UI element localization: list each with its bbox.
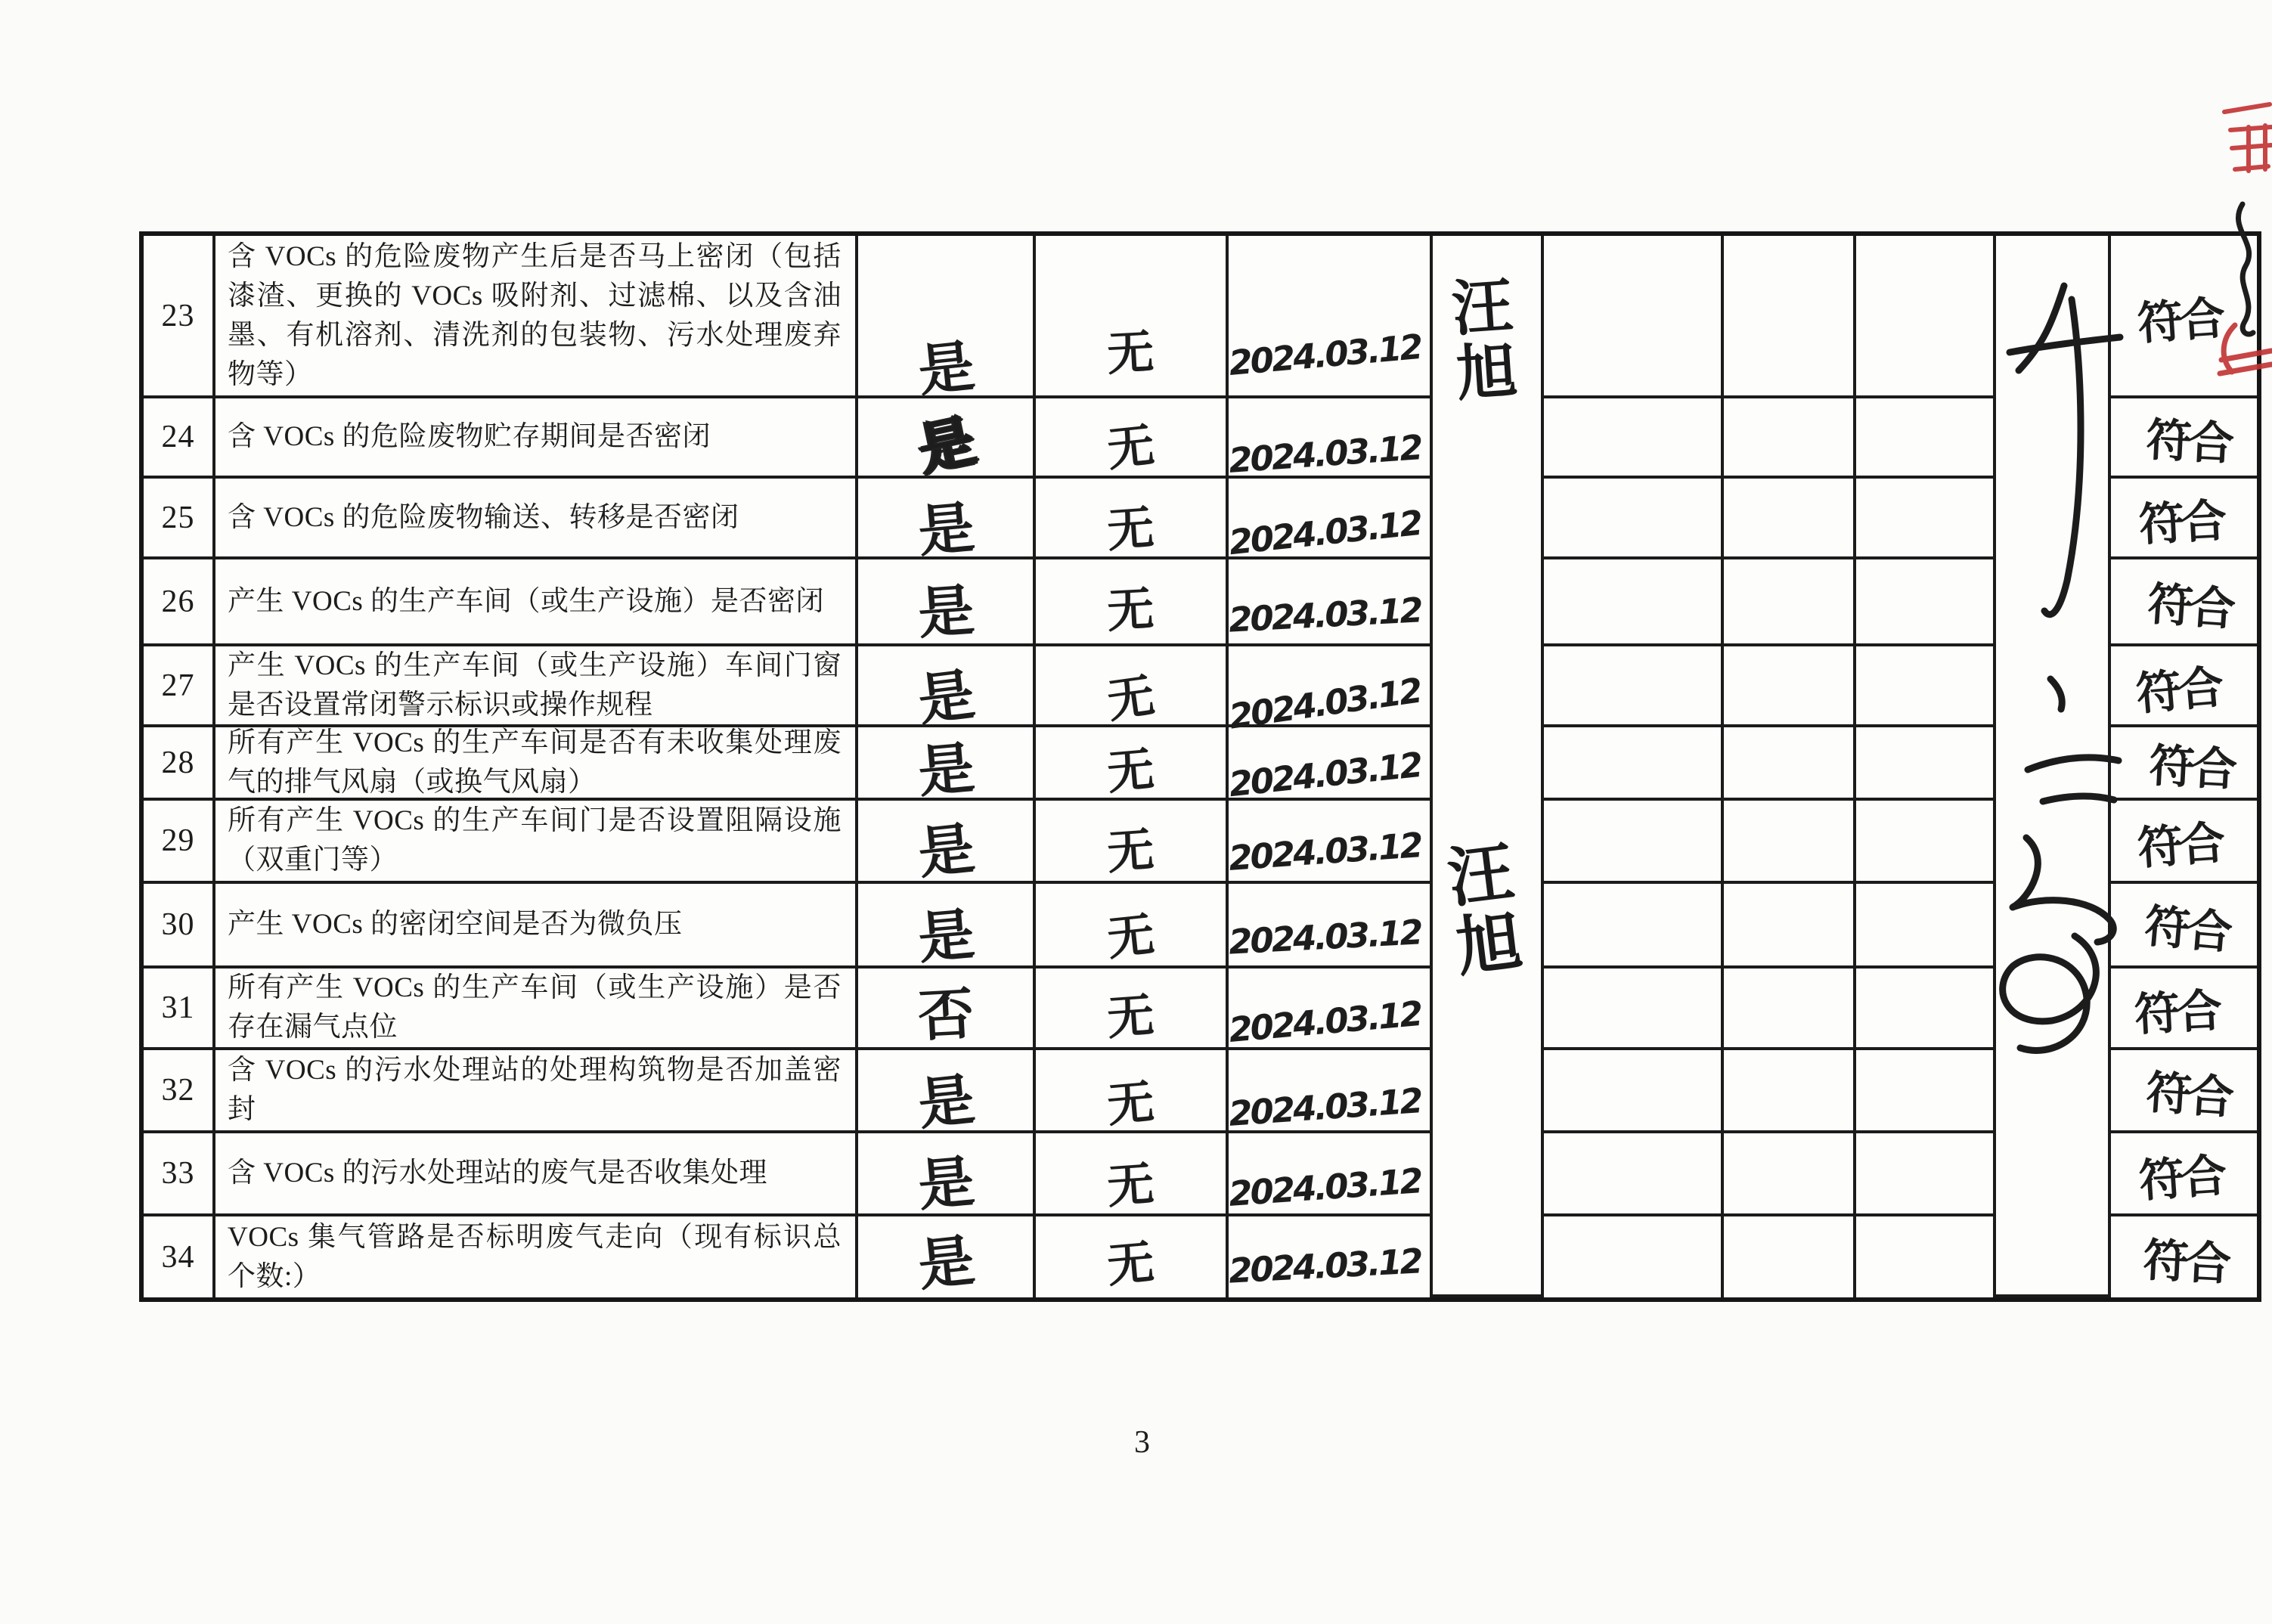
date-cell <box>1229 1050 1433 1133</box>
empty-cell <box>1856 1050 1996 1133</box>
empty-cell <box>1544 1050 1724 1133</box>
no-problem-cell <box>1036 1216 1229 1297</box>
empty-cell <box>1724 479 1856 559</box>
no-problem-cell <box>1036 1133 1229 1216</box>
row-number-cell <box>144 1050 215 1133</box>
answer-cell <box>858 801 1036 887</box>
empty-cell <box>1544 236 1724 398</box>
empty-cell <box>1544 1133 1724 1216</box>
answer-cell-text: 是 <box>914 333 978 404</box>
red-margin-annotation-marks <box>2177 98 2272 416</box>
no-problem-cell-text: 无 <box>1105 906 1158 966</box>
empty-cell <box>1544 479 1724 559</box>
row-number-cell <box>144 801 215 884</box>
date-cell-text: 2024.03.12 <box>1227 911 1422 962</box>
question-cell-text: 所有产生 VOCs 的生产车间是否有未收集处理废气的排气风扇（或换气风扇） <box>228 727 842 798</box>
no-problem-cell-text: 无 <box>1105 1155 1157 1214</box>
empty-cell <box>1724 801 1856 884</box>
no-problem-cell <box>1036 236 1229 398</box>
date-cell <box>1229 884 1433 969</box>
empty-cell <box>1544 559 1724 646</box>
no-problem-cell-text: 无 <box>1105 1073 1157 1133</box>
answer-cell-text: 是 <box>915 735 977 805</box>
no-problem-cell-text: 无 <box>1105 581 1156 639</box>
row-number-cell <box>144 479 215 559</box>
date-cell <box>1229 398 1433 479</box>
empty-cell <box>1724 236 1856 398</box>
question-cell <box>215 236 858 398</box>
no-problem-cell-text: 无 <box>1105 821 1157 880</box>
question-cell <box>215 884 858 969</box>
question-cell-text: 所有产生 VOCs 的生产车间（或生产设施）是否存在漏气点位 <box>228 972 842 1043</box>
row-number-cell-text: 27 <box>161 668 195 703</box>
row-number-cell-text: 26 <box>161 584 195 619</box>
empty-cell <box>1544 727 1724 801</box>
row-number-cell <box>144 236 215 398</box>
date-cell-text: 2024.03.12 <box>1227 1080 1422 1134</box>
compliance-cell-text: 符合 <box>2145 577 2234 637</box>
date-cell-text: 2024.03.12 <box>1226 327 1423 383</box>
empty-cell <box>1544 801 1724 884</box>
question-cell <box>215 398 858 479</box>
row-number-cell <box>144 1216 215 1297</box>
row-number-cell-text: 29 <box>161 823 195 858</box>
answer-cell-text: 是 <box>916 578 976 646</box>
empty-cell <box>1724 884 1856 969</box>
answer-cell <box>858 1050 1036 1138</box>
answer-cell <box>858 646 1036 733</box>
empty-cell <box>1544 646 1724 727</box>
date-cell <box>1229 801 1433 884</box>
reviewer-signature: 汪旭 <box>1433 836 1525 984</box>
compliance-cell <box>2111 727 2257 801</box>
no-problem-cell <box>1036 884 1229 969</box>
row-number-cell-text: 34 <box>161 1239 195 1275</box>
empty-cell <box>1724 559 1856 646</box>
question-cell <box>215 727 858 801</box>
answer-cell-text: 是 <box>912 408 981 484</box>
empty-cell <box>1856 884 1996 969</box>
empty-cell <box>1544 398 1724 479</box>
compliance-cell <box>2111 1050 2257 1133</box>
no-problem-cell <box>1036 801 1229 884</box>
answer-cell <box>858 727 1036 805</box>
date-cell-text: 2024.03.12 <box>1227 824 1422 879</box>
compliance-cell-text: 符合 <box>2143 1066 2233 1125</box>
question-cell-text: 含 VOCs 的污水处理站的处理构筑物是否加盖密封 <box>228 1055 842 1125</box>
no-problem-cell <box>1036 727 1229 801</box>
compliance-cell <box>2111 559 2257 646</box>
date-cell-text: 2024.03.12 <box>1227 426 1422 481</box>
empty-cell <box>1856 236 1996 398</box>
row-number-cell-text: 33 <box>161 1156 195 1191</box>
answer-cell <box>858 398 1036 484</box>
answer-cell <box>858 969 1036 1050</box>
question-cell <box>215 479 858 559</box>
compliance-cell <box>2111 801 2257 884</box>
empty-cell <box>1724 646 1856 727</box>
empty-cell <box>1724 1133 1856 1216</box>
no-problem-cell-text: 无 <box>1105 987 1157 1046</box>
date-cell <box>1226 727 1433 805</box>
answer-cell-text: 是 <box>914 1067 978 1138</box>
vocs-inspection-table <box>139 231 2261 1302</box>
page-number: 3 <box>1134 1425 1150 1460</box>
answer-cell-text: 是 <box>915 901 977 972</box>
empty-cell <box>1544 884 1724 969</box>
row-number-cell-text: 30 <box>161 907 195 942</box>
no-problem-cell <box>1036 479 1229 559</box>
no-problem-cell-text: 无 <box>1105 741 1157 801</box>
row-number-cell-text: 31 <box>161 990 195 1025</box>
no-problem-cell <box>1036 559 1229 646</box>
question-cell <box>215 1133 858 1216</box>
empty-cell <box>1856 479 1996 559</box>
answer-cell <box>858 479 1036 565</box>
no-problem-cell <box>1036 398 1229 479</box>
date-cell-text: 2024.03.12 <box>1227 1160 1422 1214</box>
answer-cell-text: 是 <box>914 662 978 733</box>
no-problem-cell-text: 无 <box>1104 667 1158 729</box>
compliance-cell <box>2111 479 2257 559</box>
no-problem-cell <box>1036 646 1229 727</box>
empty-cell <box>1724 398 1856 479</box>
answer-cell <box>858 884 1036 972</box>
compliance-cell-text: 符合 <box>2135 817 2224 876</box>
compliance-cell-text: 符合 <box>2142 900 2231 960</box>
inspector-signature-column <box>1996 236 2111 1297</box>
date-cell <box>1226 479 1433 563</box>
compliance-cell <box>2111 969 2257 1050</box>
question-cell-text: 含 VOCs 的危险废物产生后是否马上密闭（包括漆渣、更换的 VOCs 吸附剂、过滤棉、以及含油墨、有机溶剂、清洗剂的包装物、污水处理废弃物等） <box>228 240 842 390</box>
empty-cell <box>1856 1216 1996 1297</box>
answer-cell-text: 是 <box>914 1227 978 1299</box>
answer-cell-text: 是 <box>915 494 977 565</box>
question-cell <box>215 1216 858 1297</box>
empty-cell <box>1856 1133 1996 1216</box>
row-number-cell-text: 32 <box>161 1073 195 1108</box>
date-cell-text: 2024.03.12 <box>1227 1241 1422 1291</box>
empty-cell <box>1856 969 1996 1050</box>
no-problem-cell-text: 无 <box>1105 324 1156 382</box>
empty-cell <box>1856 646 1996 727</box>
compliance-cell-text: 符合 <box>2144 414 2232 471</box>
compliance-cell-text: 符合 <box>2133 984 2221 1042</box>
empty-cell <box>1724 1216 1856 1297</box>
question-cell-text: 产生 VOCs 的密闭空间是否为微负压 <box>228 909 683 940</box>
row-number-cell <box>144 559 215 646</box>
no-problem-cell-text: 无 <box>1105 1234 1157 1294</box>
row-number-cell-text: 23 <box>161 298 195 333</box>
compliance-cell <box>2111 1133 2257 1216</box>
question-cell-text: 含 VOCs 的危险废物输送、转移是否密闭 <box>228 501 739 533</box>
empty-cell <box>1544 969 1724 1050</box>
empty-cell <box>1724 969 1856 1050</box>
empty-cell <box>1544 1216 1724 1297</box>
row-number-cell <box>144 727 215 801</box>
no-problem-cell-text: 无 <box>1105 417 1158 477</box>
row-number-cell <box>144 1133 215 1216</box>
row-number-cell <box>144 646 215 727</box>
date-cell-text: 2024.03.12 <box>1226 670 1423 737</box>
row-number-cell-text: 25 <box>161 500 195 535</box>
answer-cell <box>858 236 1036 404</box>
date-cell <box>1229 1216 1433 1297</box>
question-cell <box>215 801 858 884</box>
empty-cell <box>1856 727 1996 801</box>
no-problem-cell <box>1036 969 1229 1050</box>
compliance-cell <box>2111 884 2257 969</box>
compliance-cell-text: 符合 <box>2134 660 2223 721</box>
row-number-cell <box>144 884 215 969</box>
question-cell-text: 含 VOCs 的污水处理站的废气是否收集处理 <box>228 1158 768 1189</box>
reviewer-signature-column <box>1433 236 1544 1297</box>
date-cell-text: 2024.03.12 <box>1226 502 1423 563</box>
empty-cell <box>1856 801 1996 884</box>
compliance-cell-text: 符合 <box>2137 1149 2226 1208</box>
date-cell <box>1226 969 1433 1050</box>
date-cell-text: 2024.03.12 <box>1226 993 1423 1050</box>
date-cell <box>1229 1133 1433 1216</box>
date-cell-text: 2024.03.12 <box>1226 744 1423 805</box>
compliance-cell-text: 符合 <box>2137 494 2225 552</box>
empty-cell <box>1724 1050 1856 1133</box>
question-cell <box>215 646 858 727</box>
row-number-cell <box>144 398 215 479</box>
row-number-cell-text: 24 <box>161 420 195 454</box>
reviewer-signature: 汪旭 <box>1440 272 1519 408</box>
compliance-cell <box>2111 1216 2257 1297</box>
question-cell-text: 含 VOCs 的危险废物贮存期间是否密闭 <box>228 421 711 452</box>
question-cell-text: 所有产生 VOCs 的生产车间门是否设置阻隔设施（双重门等） <box>228 805 842 876</box>
date-cell <box>1226 646 1433 737</box>
compliance-cell-text: 符合 <box>2135 291 2224 351</box>
row-number-cell-text: 28 <box>161 745 195 780</box>
compliance-cell-text: 符合 <box>2147 739 2235 797</box>
answer-cell <box>858 559 1036 646</box>
answer-cell-text: 是 <box>914 816 978 887</box>
question-cell <box>215 559 858 646</box>
question-cell-text: 产生 VOCs 的生产车间（或生产设施）车间门窗是否设置常闭警示标识或操作规程 <box>228 649 842 721</box>
answer-cell-text: 是 <box>915 1148 977 1220</box>
empty-cell <box>1724 727 1856 801</box>
row-number-cell <box>144 969 215 1050</box>
question-cell-text: 产生 VOCs 的生产车间（或生产设施）是否密闭 <box>228 585 825 617</box>
compliance-cell-text: 符合 <box>2141 1233 2229 1291</box>
compliance-cell <box>2111 646 2257 727</box>
empty-cell <box>1856 398 1996 479</box>
date-cell <box>1229 559 1433 646</box>
question-cell-text: VOCs 集气管路是否标明废气走向（现有标识总个数:） <box>228 1221 842 1292</box>
no-problem-cell-text: 无 <box>1105 499 1157 559</box>
empty-cell <box>1856 559 1996 646</box>
question-cell <box>215 1050 858 1133</box>
answer-cell <box>858 1133 1036 1220</box>
no-problem-cell <box>1036 1050 1229 1133</box>
answer-cell <box>858 1216 1036 1297</box>
question-cell <box>215 969 858 1050</box>
answer-cell-text: 否 <box>916 981 976 1049</box>
date-cell <box>1226 236 1433 398</box>
date-cell-text: 2024.03.12 <box>1227 590 1422 640</box>
